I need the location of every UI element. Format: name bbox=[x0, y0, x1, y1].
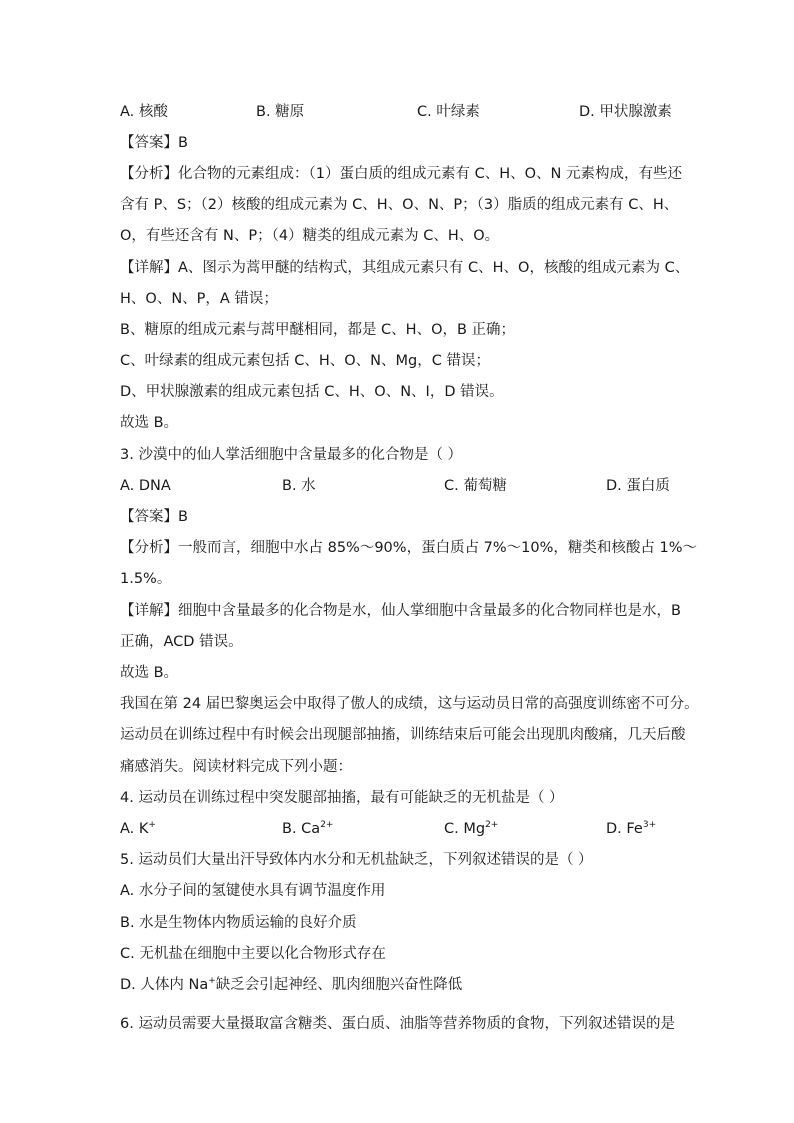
q3-option-c: C. 葡萄糖 bbox=[444, 478, 507, 494]
q3-option-b: B. 水 bbox=[282, 478, 316, 494]
q5-option-d: D. 人体内 Na+缺乏会引起神经、肌肉细胞兴奋性降低 bbox=[120, 976, 463, 993]
q2-answer: 【答案】B bbox=[120, 135, 188, 151]
q2-option-a: A. 核酸 bbox=[120, 104, 168, 120]
q2-analysis-line-2: 含有 P、S；（2）核酸的组成元素为 C、H、O、N、P；（3）脂质的组成元素有 C、H、 bbox=[120, 197, 679, 213]
material-line-1: 我国在第 24 届巴黎奥运会中取得了傲人的成绩，这与运动员日常的高强度训练密不可分。 bbox=[120, 696, 699, 712]
q2-detail-line-3: B、糖原的组成元素与蒿甲醚相同，都是 C、H、O，B 正确； bbox=[120, 322, 516, 338]
q3-analysis-line-1: 【分析】一般而言，细胞中水占 85%～90%，蛋白质占 7%～10%，糖类和核酸占 1%～ bbox=[120, 540, 698, 556]
q3-conclusion: 故选 B。 bbox=[120, 665, 179, 681]
q2-option-d: D. 甲状腺激素 bbox=[579, 104, 672, 120]
q3-detail-line-2: 正确，ACD 错误。 bbox=[120, 634, 243, 650]
q3-analysis-line-2: 1.5%。 bbox=[120, 571, 172, 587]
q2-detail-line-1: 【详解】A、图示为蒿甲醚的结构式，其组成元素只有 C、H、O，核酸的组成元素为 C、 bbox=[120, 260, 690, 276]
q5-option-c: C. 无机盐在细胞中主要以化合物形式存在 bbox=[120, 946, 386, 962]
q2-analysis-line-1: 【分析】化合物的元素组成：（1）蛋白质的组成元素有 C、H、O、N 元素构成，有些还 bbox=[120, 166, 682, 182]
q2-detail-line-4: C、叶绿素的组成元素包括 C、H、O、N、Mg，C 错误； bbox=[120, 353, 490, 369]
q4-option-b: B. $Ca^{2+}$ bbox=[282, 820, 334, 837]
q3-option-a: A. DNA bbox=[120, 478, 171, 494]
q3-answer: 【答案】B bbox=[120, 509, 188, 525]
q2-detail-line-5: D、甲状腺激素的组成元素包括 C、H、O、N、I，D 错误。 bbox=[120, 384, 504, 400]
q3-detail-line-1: 【详解】细胞中含量最多的化合物是水，仙人掌细胞中含量最多的化合物同样也是水，B bbox=[120, 603, 681, 619]
q5-option-a: A. 水分子间的氢键使水具有调节温度作用 bbox=[120, 883, 386, 899]
q2-detail-line-2: H、O、N、P，A 错误； bbox=[120, 291, 278, 307]
material-line-2: 运动员在训练过程中有时候会出现腿部抽搐，训练结束后可能会出现肌肉酸痛，几天后酸 bbox=[120, 727, 686, 743]
q3-option-d: D. 蛋白质 bbox=[606, 478, 670, 494]
q3-stem: 3. 沙漠中的仙人掌活细胞中含量最多的化合物是（ ） bbox=[120, 447, 463, 463]
q2-option-b: B. 糖原 bbox=[256, 104, 305, 120]
q5-stem: 5. 运动员们大量出汗导致体内水分和无机盐缺乏，下列叙述错误的是（ ） bbox=[120, 852, 593, 868]
q2-analysis-line-3: O，有些还含有 N、P；（4）糖类的组成元素为 C、H、O。 bbox=[120, 228, 500, 244]
q2-option-c: C. 叶绿素 bbox=[417, 104, 480, 120]
q4-option-a: A. K+ bbox=[120, 820, 156, 837]
q4-option-c: C. $Mg^{2+}$ bbox=[444, 820, 499, 837]
q4-option-d: D. $Fe^{3+}$ bbox=[606, 820, 657, 837]
q6-stem: 6. 运动员需要大量摄取富含糖类、蛋白质、油脂等营养物质的食物，下列叙述错误的是 bbox=[120, 1016, 675, 1032]
material-line-3: 痛感消失。阅读材料完成下列小题： bbox=[120, 759, 352, 775]
q2-conclusion: 故选 B。 bbox=[120, 415, 179, 431]
q5-option-b: B. 水是生物体内物质运输的良好介质 bbox=[120, 915, 357, 931]
q4-stem: 4. 运动员在训练过程中突发腿部抽搐，最有可能缺乏的无机盐是（ ） bbox=[120, 790, 564, 806]
